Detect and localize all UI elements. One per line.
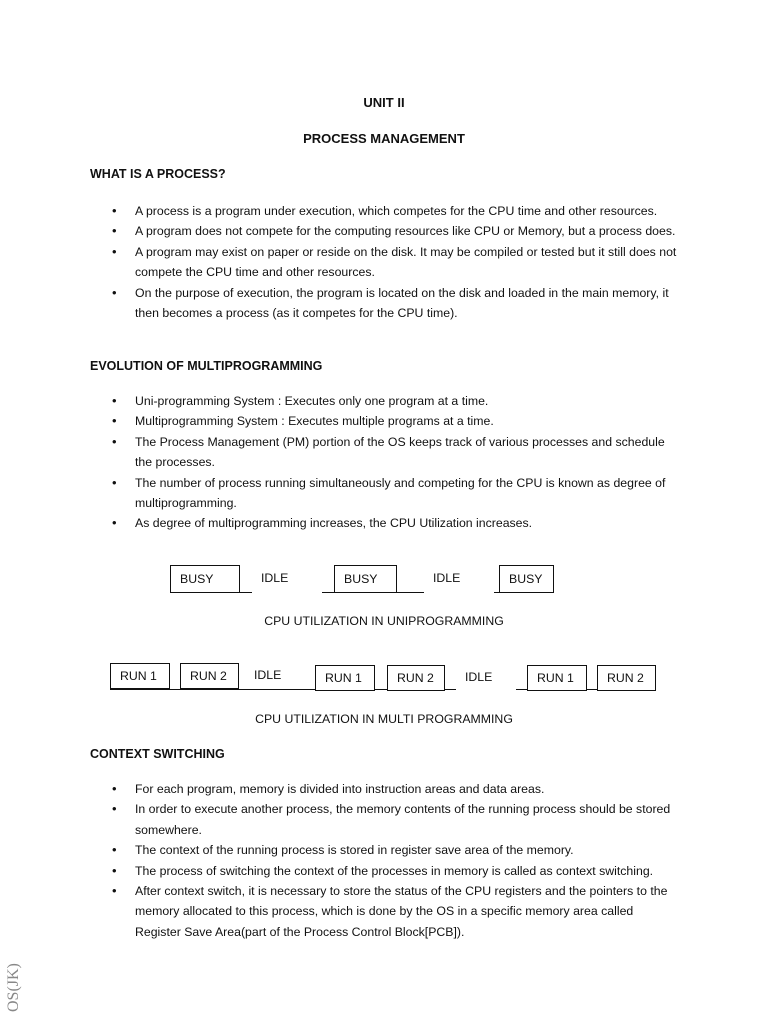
list-item: • For each program, memory is divided into instruction areas and data areas. (0, 779, 680, 799)
busy-segment: BUSY (499, 565, 554, 593)
list-item: • As degree of multiprogramming increases, the CPU Utilization increases. (0, 513, 680, 533)
side-watermark: OS(JK) (5, 963, 22, 1012)
list-item: • Multiprogramming System : Executes multiple programs at a time. (0, 411, 680, 431)
idle-segment: IDLE (456, 665, 516, 691)
idle-segment: IDLE (252, 565, 322, 593)
list-item: • A program does not compete for the computing resources like CPU or Memory, but a process does. (0, 221, 680, 241)
busy-segment: BUSY (334, 565, 397, 593)
section-heading-what-is-process: WHAT IS A PROCESS? (90, 167, 226, 181)
list-item: • The process of switching the context of the processes in memory is called as context switching. (0, 861, 680, 881)
context-switching-bullet-list (0, 779, 680, 942)
busy-segment: BUSY (170, 565, 240, 593)
section-heading-evolution: EVOLUTION OF MULTIPROGRAMMING (90, 359, 323, 373)
list-item: • A program may exist on paper or reside on the disk. It may be compiled or tested but it still does not compete the CPU time and other resources. (0, 242, 680, 283)
unit-title: UNIT II (363, 95, 405, 110)
uniprogramming-caption: CPU UTILIZATION IN UNIPROGRAMMING (264, 614, 504, 628)
run-segment: RUN 1 (527, 665, 587, 691)
section-heading-context-switching: CONTEXT SWITCHING (90, 747, 225, 761)
list-item: • Uni-programming System : Executes only one program at a time. (0, 391, 680, 411)
process-bullet-list (0, 201, 680, 323)
list-item: • A process is a program under execution, which competes for the CPU time and other resources. (0, 201, 680, 221)
run-segment: RUN 2 (180, 663, 239, 689)
idle-segment: IDLE (424, 565, 494, 593)
list-item: • In order to execute another process, the memory contents of the running process should be stored somewhere. (0, 799, 680, 840)
list-item: • On the purpose of execution, the program is located on the disk and loaded in the main memory, it then becomes a process (as it competes for the CPU time). (0, 283, 680, 324)
run-segment: RUN 1 (110, 663, 170, 689)
list-item: • The Process Management (PM) portion of the OS keeps track of various processes and schedule the processes. (0, 432, 680, 473)
list-item: • After context switch, it is necessary to store the status of the CPU registers and the pointers to the memory allocated to this process, which is done by the OS in a specific memory area called Register Save Area(part of the Process Control Block[PCB]). (0, 881, 680, 942)
multiprogramming-caption: CPU UTILIZATION IN MULTI PROGRAMMING (255, 712, 513, 726)
run-segment: RUN 2 (597, 665, 656, 691)
idle-segment: IDLE (245, 663, 305, 689)
run-segment: RUN 1 (315, 665, 375, 691)
run-segment: RUN 2 (387, 665, 445, 691)
list-item: • The number of process running simultaneously and competing for the CPU is known as degree of multiprogramming. (0, 473, 680, 514)
page-title: PROCESS MANAGEMENT (303, 131, 465, 146)
multiprogramming-bullet-list (0, 391, 680, 534)
list-item: • The context of the running process is stored in register save area of the memory. (0, 840, 680, 860)
